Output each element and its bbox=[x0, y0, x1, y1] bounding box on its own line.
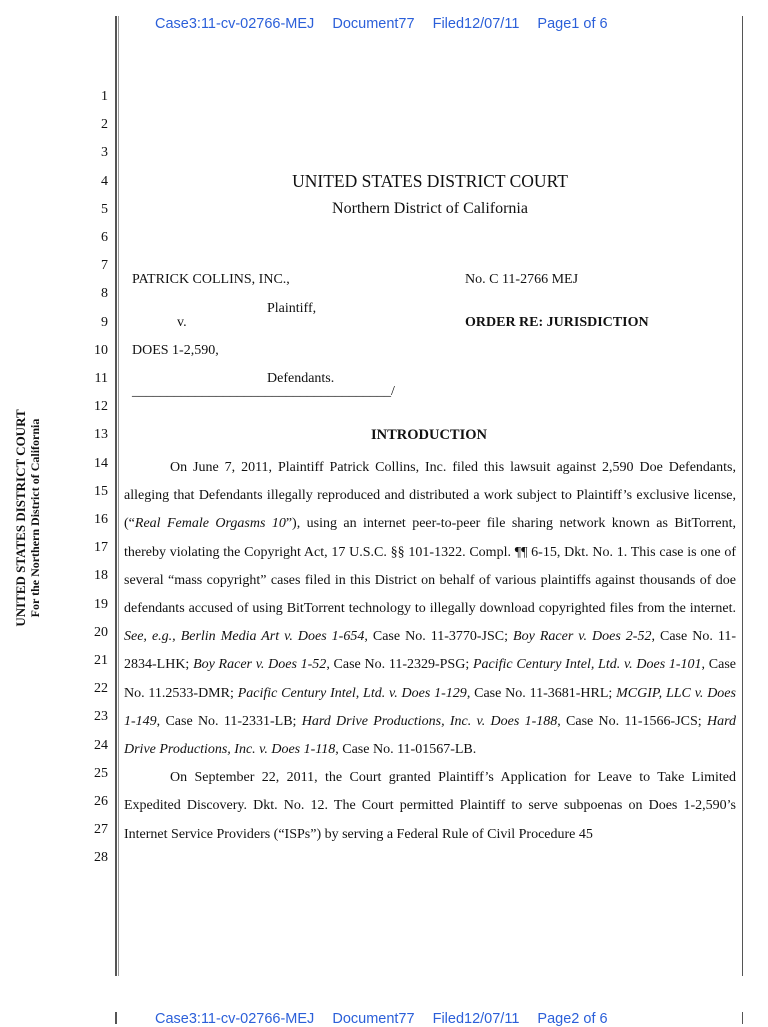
line-number: 16 bbox=[94, 512, 108, 527]
text-run: , Case No. 11.2533-DMR; bbox=[124, 657, 736, 701]
side-caption-district: For the Northern District of California bbox=[28, 418, 42, 618]
next-page-header bbox=[155, 1011, 622, 1027]
versus: v. bbox=[177, 315, 187, 330]
line-number: 28 bbox=[94, 850, 108, 866]
left-margin-rule bbox=[115, 16, 117, 976]
next-document-number: Document77 bbox=[332, 1011, 415, 1027]
case-citation: Hard Drive Productions, Inc. v. Does 1-118 bbox=[124, 713, 736, 758]
text-run: , Case No. 11-2329-PSG; bbox=[326, 657, 473, 673]
line-number: 27 bbox=[94, 822, 108, 838]
line-number: 19 bbox=[94, 596, 108, 612]
next-page-indicator: Page2 of 6 bbox=[537, 1011, 608, 1027]
order-title: ORDER RE: JURISDICTION bbox=[465, 315, 649, 330]
side-caption-court: UNITED STATES DISTRICT COURT bbox=[13, 409, 28, 627]
caption-rule: _____________________________________/ bbox=[132, 384, 395, 399]
text-run: , Case No. 11-3770-JSC; bbox=[364, 629, 514, 645]
filing-header bbox=[155, 16, 622, 32]
section-heading: INTRODUCTION bbox=[370, 427, 487, 443]
line-number: 24 bbox=[94, 737, 108, 753]
court-district: Northern District of California bbox=[332, 200, 528, 217]
body-text bbox=[124, 454, 736, 849]
line-number: 2 bbox=[101, 117, 108, 133]
defendant-name: DOES 1-2,590, bbox=[132, 343, 219, 358]
plaintiff-role: Plaintiff, bbox=[267, 301, 317, 316]
line-number: 13 bbox=[94, 427, 108, 443]
text-run: , Case No. 11-3681-HRL; bbox=[466, 685, 617, 701]
case-no: No. C 11-2766 MEJ bbox=[465, 272, 579, 287]
paragraph-2: On September 22, 2011, the Court granted Plaintiff’s Application for Leave to Take Limited Expedited Discovery. Dkt. No. 12. The Court permitted Plaintiff to serve subpoenas on Does 1-2,590’s Internet Service Providers (“ISPs”) by serving a Federal Rule of Civil Procedure 45 bbox=[124, 770, 736, 842]
line-number: 1 bbox=[101, 89, 108, 104]
line-number: 20 bbox=[94, 624, 108, 640]
court-title: UNITED STATES DISTRICT COURT bbox=[292, 171, 568, 191]
case-citation: Real Female Orgasms 10 bbox=[134, 516, 286, 532]
document-number: Document77 bbox=[332, 16, 415, 32]
text-run: ”), using an internet peer-to-peer file sharing network known as BitTorrent, thereby violating the Copyright Act, 17 U.S.C. §§ 101-1322. Compl. ¶¶ 6-15, Dkt. No. 1. This case is one of several “mass copyright” cases filed in this District on behalf of various plaintiffs against thousands of doe defendants accused of using BitTorrent technology to illegally download copyrighted files from the internet. bbox=[124, 516, 736, 617]
line-number: 12 bbox=[94, 399, 108, 415]
line-number: 23 bbox=[94, 709, 108, 725]
line-number: 6 bbox=[101, 230, 108, 245]
case-citation: Hard Drive Productions, Inc. v. Does 1-188 bbox=[301, 713, 558, 729]
case-citation: Pacific Century Intel, Ltd. v. Does 1-101 bbox=[472, 657, 702, 673]
case-citation: Pacific Century Intel, Ltd. v. Does 1-129 bbox=[237, 685, 467, 701]
right-margin-rule bbox=[742, 16, 743, 976]
page-indicator: Page1 of 6 bbox=[537, 16, 608, 32]
side-caption bbox=[13, 409, 43, 626]
text-run: , Case No. 11-2331-LB; bbox=[156, 713, 302, 729]
case-citation: MCGIP, LLC v. Does 1-149 bbox=[124, 685, 736, 729]
text-run: On June 7, 2011, Plaintiff Patrick Collins, Inc. filed this lawsuit against 2,590 Doe Defendants, alleging that Defendants illegally reproduced and distributed a work subject to Plaintiff’s exclusive license, (“ bbox=[124, 460, 736, 532]
line-number: 18 bbox=[94, 568, 108, 584]
case-citation: Boy Racer v. Does 1-52 bbox=[193, 657, 327, 673]
line-number: 14 bbox=[94, 455, 108, 471]
defendant-role: Defendants. bbox=[267, 371, 335, 386]
next-case-number: Case3:11-cv-02766-MEJ bbox=[155, 1011, 315, 1027]
plaintiff-name: PATRICK COLLINS, INC., bbox=[132, 272, 290, 287]
line-number: 22 bbox=[94, 681, 108, 697]
next-filed-date: Filed12/07/11 bbox=[432, 1011, 520, 1027]
next-right-margin-rule bbox=[742, 1012, 743, 1024]
text-run: , Case No. 11-2834-LHK; bbox=[124, 629, 737, 673]
line-number: 17 bbox=[94, 540, 108, 556]
line-number: 3 bbox=[101, 145, 108, 161]
text-run: , Case No. 11-1566-JCS; bbox=[557, 713, 707, 729]
line-number: 9 bbox=[101, 314, 108, 330]
case-citation: See, e.g., Berlin Media Art v. Does 1-654 bbox=[124, 629, 365, 645]
line-number: 15 bbox=[94, 483, 108, 499]
line-number: 8 bbox=[101, 286, 108, 302]
case-citation: Boy Racer v. Does 2-52 bbox=[513, 629, 652, 645]
line-number: 11 bbox=[94, 371, 108, 386]
paragraph-1 bbox=[124, 454, 736, 764]
line-number: 4 bbox=[101, 173, 108, 189]
line-number: 10 bbox=[94, 342, 108, 358]
line-number: 21 bbox=[94, 653, 108, 668]
left-margin-rule-inner bbox=[118, 16, 119, 976]
line-number: 25 bbox=[94, 765, 108, 781]
case-number: Case3:11-cv-02766-MEJ bbox=[155, 16, 315, 32]
line-number: 26 bbox=[94, 794, 108, 809]
line-number: 5 bbox=[101, 201, 108, 217]
text-run: , Case No. 11-01567-LB. bbox=[335, 742, 477, 758]
filed-date: Filed12/07/11 bbox=[432, 16, 520, 32]
line-number: 7 bbox=[101, 258, 108, 274]
next-left-margin-rule bbox=[115, 1012, 117, 1024]
